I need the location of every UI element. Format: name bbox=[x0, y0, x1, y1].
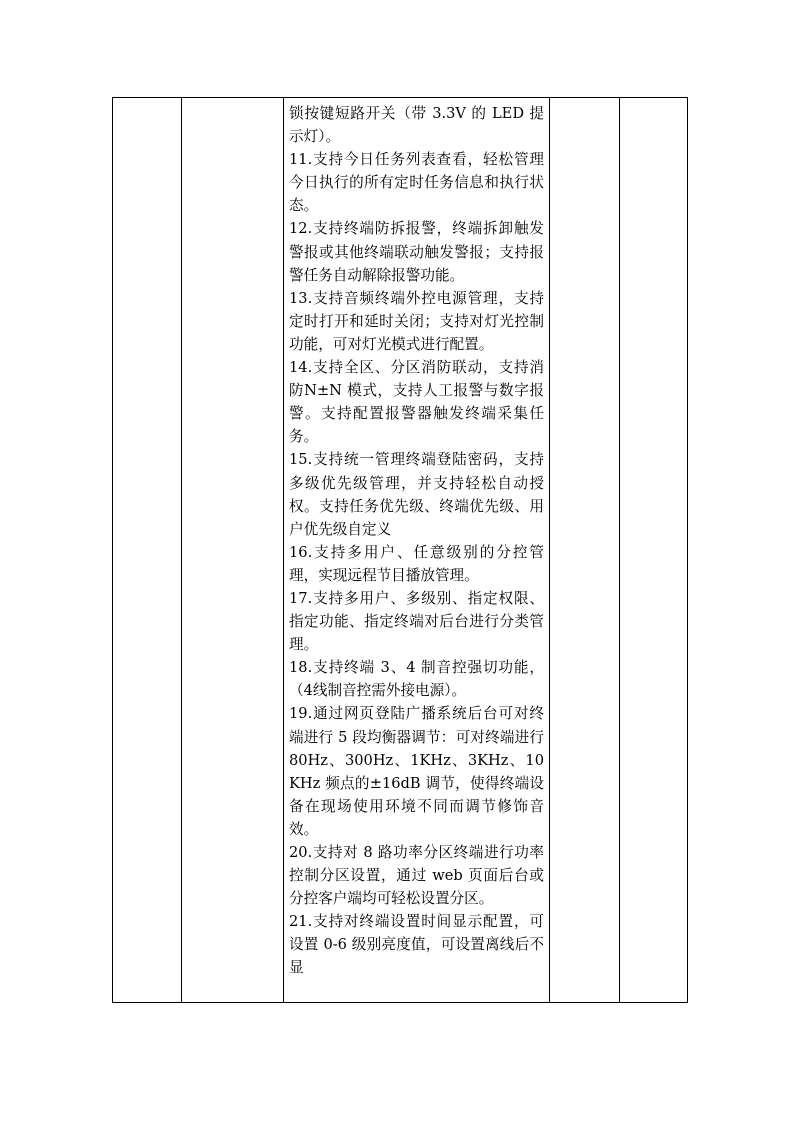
spec-item: 14.支持全区、分区消防联动，支持消防N±N 模式，支持人工报警与数字报警。支持配置报警器触发终端采集任务。 bbox=[289, 359, 544, 446]
spec-item: 20.支持对 8 路功率分区终端进行功率控制分区设置，通过 web 页面后台或分控客户端均可轻松设置分区。 bbox=[289, 844, 544, 908]
table-cell-remark bbox=[620, 98, 688, 1003]
table-cell-quantity bbox=[550, 98, 620, 1003]
spec-item: 19.通过网页登陆广播系统后台可对终端进行 5 段均衡器调节：可对终端进行80Hz、300Hz、1KHz、3KHz、10KHz 频点的±16dB 调节，使得终端设备在现场使用环境不同而调节修饰音效。 bbox=[289, 705, 544, 838]
spec-text bbox=[284, 98, 549, 980]
spec-item: 12.支持终端防拆报警，终端拆卸触发警报或其他终端联动触发警报；支持报警任务自动解除报警功能。 bbox=[289, 220, 544, 284]
spec-item: 11.支持今日任务列表查看，轻松管理今日执行的所有定时任务信息和执行状态。 bbox=[289, 151, 544, 215]
spec-item: 15.支持统一管理终端登陆密码，支持多级优先级管理，并支持轻松自动授权。支持任务优先级、终端优先级、用户优先级自定义 bbox=[289, 451, 544, 538]
table-cell-name bbox=[182, 98, 284, 1003]
spec-item: 21.支持对终端设置时间显示配置，可设置 0-6 级别亮度值，可设置离线后不显 bbox=[289, 913, 544, 977]
spec-item: 16.支持多用户、任意级别的分控管理，实现远程节目播放管理。 bbox=[289, 543, 544, 584]
table-row bbox=[113, 98, 688, 1003]
spec-item: 18.支持终端 3、4 制音控强切功能，（4线制音控需外接电源）。 bbox=[289, 659, 544, 700]
spec-item: 锁按键短路开关（带 3.3V 的 LED 提示灯）。 bbox=[289, 105, 544, 146]
spec-item: 17.支持多用户、多级别、指定权限、指定功能、指定终端对后台进行分类管理。 bbox=[289, 589, 544, 654]
spec-table bbox=[112, 97, 688, 1003]
table-cell-index bbox=[113, 98, 182, 1003]
table-cell-spec bbox=[284, 98, 550, 1003]
spec-item: 13.支持音频终端外控电源管理，支持定时打开和延时关闭；支持对灯光控制功能，可对灯光模式进行配置。 bbox=[289, 289, 544, 353]
